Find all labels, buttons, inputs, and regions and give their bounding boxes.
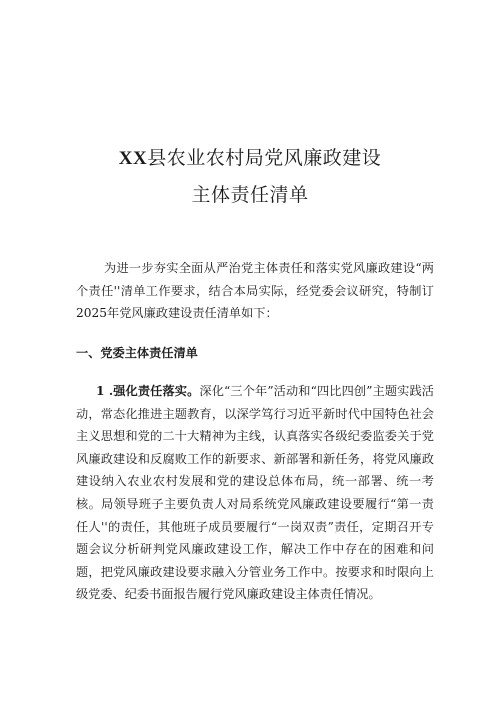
title-prefix: XX — [118, 148, 148, 169]
item-body: 深化“三个年”活动和“四比四创”主题实践活动，常态化推进主题教育，以深学笃行习近平新时代中国特色社会主义思想和党的二十大精神为主线，认真落实各级纪委监委关于党风廉政建设和反腐败工作的新要求、新部署和新任务，将党风廉政建设纳入农业农村发展和党的建设总体布局，统一部署、统一考核。局领导班子主要负责人对局系统党风廉政建设要履行“第一责任人''的责任，其他班子成员要履行“一岗双责”责任，定期召开专题会议分析研判党风廉政建设工作，解决工作中存在的困难和问题，把党风廉政建设要求融入分管业务工作中。按要求和时限向上级党委、纪委书面报告履行党风廉政建设主体责任情况。 — [76, 384, 434, 602]
document-title-line-1 — [0, 143, 500, 170]
title-main: 县农业农村局党风廉政建设 — [147, 147, 382, 169]
document-title-line-2: 主体责任清单 — [191, 184, 309, 206]
list-item — [76, 380, 434, 606]
section-heading: 一、党委主体责任清单 — [76, 346, 198, 360]
item-lead: 1 .强化责任落实。 — [96, 384, 200, 398]
intro-paragraph: 为进一步夯实全面从严治党主体责任和落实党风廉政建设“两个责任''清单工作要求，结合本局实际，经党委会议研究，特制订2025年党风廉政建设责任清单如下： — [76, 261, 434, 321]
